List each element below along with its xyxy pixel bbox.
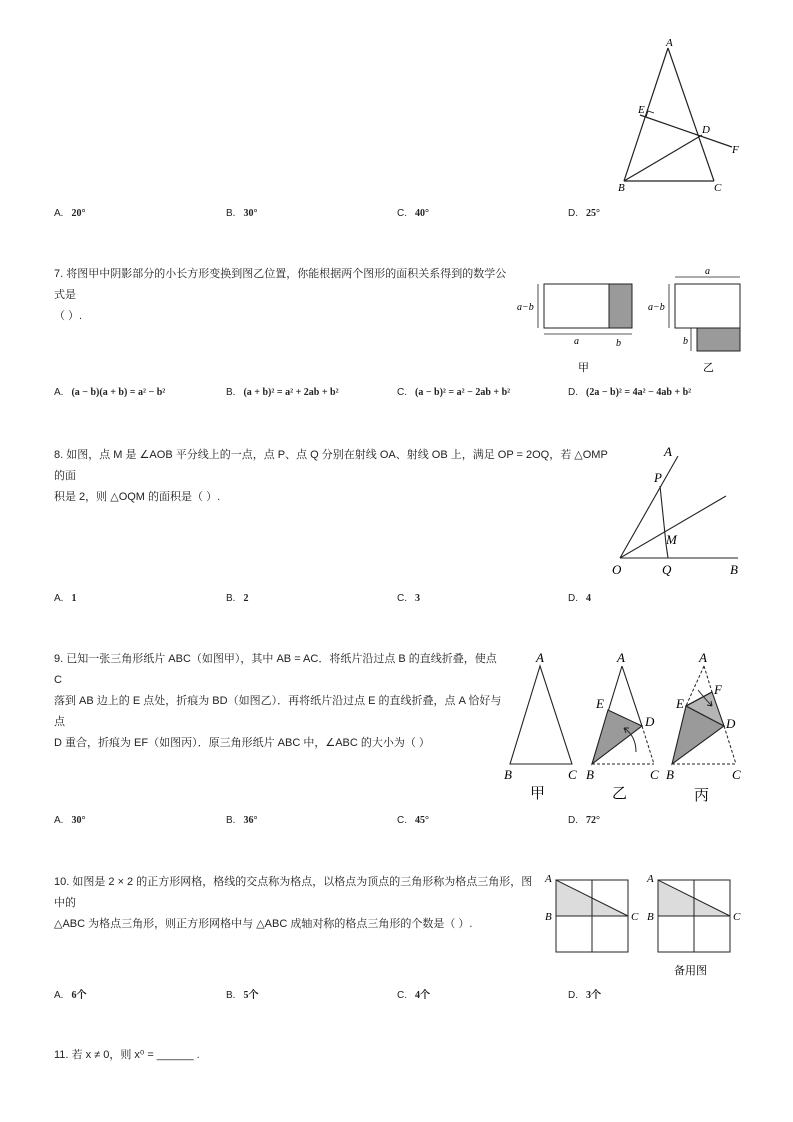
q7-option-a[interactable] xyxy=(54,386,165,400)
q7-jia-caption: 甲 xyxy=(578,361,589,374)
q9-figure xyxy=(498,644,750,806)
q7-option-a-value: (a − b)(a + b) = a² − b² xyxy=(71,387,166,398)
q8-line2: 积是 2，则 △OQM 的面积是（ ）. xyxy=(54,491,221,503)
q10-figure xyxy=(540,866,750,978)
q8-label-m: M xyxy=(666,532,677,547)
q9-bing-label-b: B xyxy=(666,767,674,782)
q9-option-b[interactable] xyxy=(226,814,257,828)
q9-bing-label-e: E xyxy=(676,696,684,711)
q9-line1: 9. 已知一张三角形纸片 ABC（如图甲），其中 AB = AC．将纸片沿过点 B 的直线折叠，使点 C xyxy=(54,653,497,686)
q8-option-d-value: 4 xyxy=(586,593,591,604)
q8-label-p: P xyxy=(654,470,662,485)
q6-label-c: C xyxy=(714,182,722,194)
q7-option-a-label: A. xyxy=(54,387,64,398)
q7-jia-shaded xyxy=(609,284,632,328)
q10-spare-label-a: A xyxy=(647,873,654,885)
q10-option-c[interactable] xyxy=(397,989,430,1003)
q11-text: 11. 若 x ≠ 0，则 x⁰ = ______ . xyxy=(54,1049,200,1061)
q9-option-a[interactable] xyxy=(54,814,85,828)
q9-yi-label-b: B xyxy=(586,767,594,782)
q9-bing-dc-dashed xyxy=(724,726,736,764)
q6-option-c-value: 40° xyxy=(415,208,429,219)
q10-option-b[interactable] xyxy=(226,989,258,1003)
q7-stem xyxy=(54,264,514,327)
q9-option-d-label: D. xyxy=(568,815,578,826)
q10-option-a-label: A. xyxy=(54,990,64,1001)
q6-label-e: E xyxy=(638,104,645,116)
q9-line2: 落到 AB 边上的 E 点处，折痕为 BD（如图乙）．再将纸片沿过点 E 的直线折叠，点 A 恰好与点 xyxy=(54,695,502,728)
q7-option-d-label: D. xyxy=(568,387,578,398)
q6-label-a: A xyxy=(666,37,673,49)
q9-option-d[interactable] xyxy=(568,814,600,828)
q9-option-a-label: A. xyxy=(54,815,64,826)
q6-label-f: F xyxy=(732,144,739,156)
q8-label-q: Q xyxy=(662,562,672,577)
q9-bing-label-a: A xyxy=(699,650,707,665)
q9-bing-label-c: C xyxy=(732,767,741,782)
q10-option-b-label: B. xyxy=(226,990,236,1001)
q9-bing-label-d: D xyxy=(726,716,736,731)
q6-label-b: B xyxy=(618,182,625,194)
q8-option-a-value: 1 xyxy=(71,593,77,604)
q6-label-d: D xyxy=(702,124,710,136)
q6-option-d-value: 25° xyxy=(586,208,600,219)
q10-line1: 10. 如图是 2 × 2 的正方形网格，格线的交点称为格点，以格点为顶点的三角形称为格点三角形，图中的 xyxy=(54,876,533,909)
q10-label-a: A xyxy=(545,873,552,885)
q7-figure xyxy=(512,262,752,377)
q9-yi-label-d: D xyxy=(645,714,655,729)
q8-bisector xyxy=(620,496,726,558)
q8-option-b-value: 2 xyxy=(243,593,249,604)
q6-figure xyxy=(610,35,750,200)
q9-option-c-value: 45° xyxy=(415,815,429,826)
q9-line3: D 重合，折痕为 EF（如图丙）．原三角形纸片 ABC 中，∠ABC 的大小为（ ） xyxy=(54,737,430,749)
q9-bing-caption: 丙 xyxy=(694,786,710,804)
q9-yi-caption: 乙 xyxy=(612,784,628,802)
q8-option-d-label: D. xyxy=(568,593,578,604)
q9-bing-label-f: F xyxy=(714,682,722,697)
q8-option-a-label: A. xyxy=(54,593,64,604)
q7-option-b-value: (a + b)² = a² + 2ab + b² xyxy=(243,387,339,398)
q10-option-c-value: 4个 xyxy=(415,990,430,1001)
q7-yi-label-a: a xyxy=(705,266,710,277)
q7-option-c-label: C. xyxy=(397,387,407,398)
q9-option-c[interactable] xyxy=(397,814,429,828)
q8-option-b[interactable] xyxy=(226,592,248,606)
q7-option-c-value: (a − b)² = a² − 2ab + b² xyxy=(415,387,511,398)
q6-option-c[interactable] xyxy=(397,207,429,221)
q9-bing-af-dashed xyxy=(704,666,712,692)
q8-option-c-label: C. xyxy=(397,593,407,604)
q6-option-b-label: B. xyxy=(226,208,236,219)
q8-label-o: O xyxy=(612,562,622,577)
q9-yi-label-a: A xyxy=(617,650,625,665)
q7-yi-caption: 乙 xyxy=(703,361,714,374)
q11-stem xyxy=(54,1045,454,1066)
q10-option-d[interactable] xyxy=(568,989,601,1003)
q9-yi-side-dc-dashed xyxy=(642,726,654,764)
q8-option-d[interactable] xyxy=(568,592,591,606)
q6-option-a-label: A. xyxy=(54,208,64,219)
q10-spare-label-c: C xyxy=(733,911,741,923)
q9-yi-label-c: C xyxy=(650,767,659,782)
q8-option-b-label: B. xyxy=(226,593,236,604)
q9-option-c-label: C. xyxy=(397,815,407,826)
q7-jia-label-a-minus-b: a−b xyxy=(517,302,534,313)
q7-jia-label-a: a xyxy=(574,336,579,347)
q10-option-a[interactable] xyxy=(54,989,86,1003)
q6-option-d[interactable] xyxy=(568,207,600,221)
q8-label-a: A xyxy=(664,444,672,459)
q6-option-d-label: D. xyxy=(568,208,578,219)
q9-jia-label-c: C xyxy=(568,767,577,782)
q7-option-b-label: B. xyxy=(226,387,236,398)
q8-option-a[interactable] xyxy=(54,592,76,606)
q9-jia-label-a: A xyxy=(536,650,544,665)
q7-yi-shaded xyxy=(697,328,740,351)
q7-paren: （ ）. xyxy=(54,310,83,322)
q9-yi-side-ac xyxy=(622,666,642,726)
q7-yi-label-a-minus-b: a−b xyxy=(648,302,665,313)
q6-option-c-label: C. xyxy=(397,208,407,219)
q10-option-d-label: D. xyxy=(568,990,578,1001)
q6-line-ef xyxy=(640,115,732,147)
q9-jia-caption: 甲 xyxy=(530,784,546,802)
q8-option-c-value: 3 xyxy=(415,593,420,604)
q10-spare-caption: 备用图 xyxy=(674,964,707,977)
q10-option-b-value: 5个 xyxy=(243,990,259,1001)
q7-text: 7. 将图甲中阴影部分的小长方形变换到图乙位置，你能根据两个图形的面积关系得到的数学公式是 xyxy=(54,268,507,301)
q10-line2: △ABC 为格点三角形，则正方形网格中与 △ABC 成轴对称的格点三角形的个数是（ ）. xyxy=(54,918,473,930)
q6-option-a[interactable] xyxy=(54,207,85,221)
q9-yi-folded-part xyxy=(592,710,642,764)
q7-yi-rect xyxy=(675,284,740,328)
q10-option-a-value: 6个 xyxy=(71,990,87,1001)
q10-label-c: C xyxy=(631,911,639,923)
q9-option-a-value: 30° xyxy=(71,815,86,826)
q8-line1: 8. 如图，点 M 是 ∠AOB 平分线上的一点，点 P、点 Q 分别在射线 OA、射线 OB 上，满足 OP = 2OQ，若 △OMP 的面 xyxy=(54,449,608,482)
q10-label-b: B xyxy=(545,911,552,923)
q6-side-ab xyxy=(624,48,668,181)
q7-option-d[interactable] xyxy=(568,386,691,400)
q7-option-c[interactable] xyxy=(397,386,510,400)
q9-jia-label-b: B xyxy=(504,767,512,782)
q9-option-b-label: B. xyxy=(226,815,236,826)
q10-stem xyxy=(54,872,540,935)
q7-option-d-value: (2a − b)² = 4a² − 4ab + b² xyxy=(586,387,692,398)
q6-option-b[interactable] xyxy=(226,207,257,221)
q9-option-b-value: 36° xyxy=(243,815,258,826)
q7-jia-label-b: b xyxy=(616,338,621,349)
q10-option-c-label: C. xyxy=(397,990,407,1001)
q7-yi-label-b: b xyxy=(683,336,688,347)
q9-jia-triangle xyxy=(510,666,572,764)
q6-option-b-value: 30° xyxy=(243,208,258,219)
q6-option-a-value: 20° xyxy=(71,208,86,219)
q9-stem xyxy=(54,649,504,754)
q8-figure xyxy=(604,440,754,582)
q6-line-bd xyxy=(624,135,702,181)
q9-option-d-value: 72° xyxy=(586,815,600,826)
q8-stem xyxy=(54,445,610,508)
q8-label-b: B xyxy=(730,562,738,577)
q6-side-ac xyxy=(668,48,714,181)
q10-spare-label-b: B xyxy=(647,911,654,923)
q7-option-b[interactable] xyxy=(226,386,339,400)
q8-option-c[interactable] xyxy=(397,592,420,606)
q10-option-d-value: 3个 xyxy=(586,990,601,1001)
q9-yi-label-e: E xyxy=(596,696,604,711)
